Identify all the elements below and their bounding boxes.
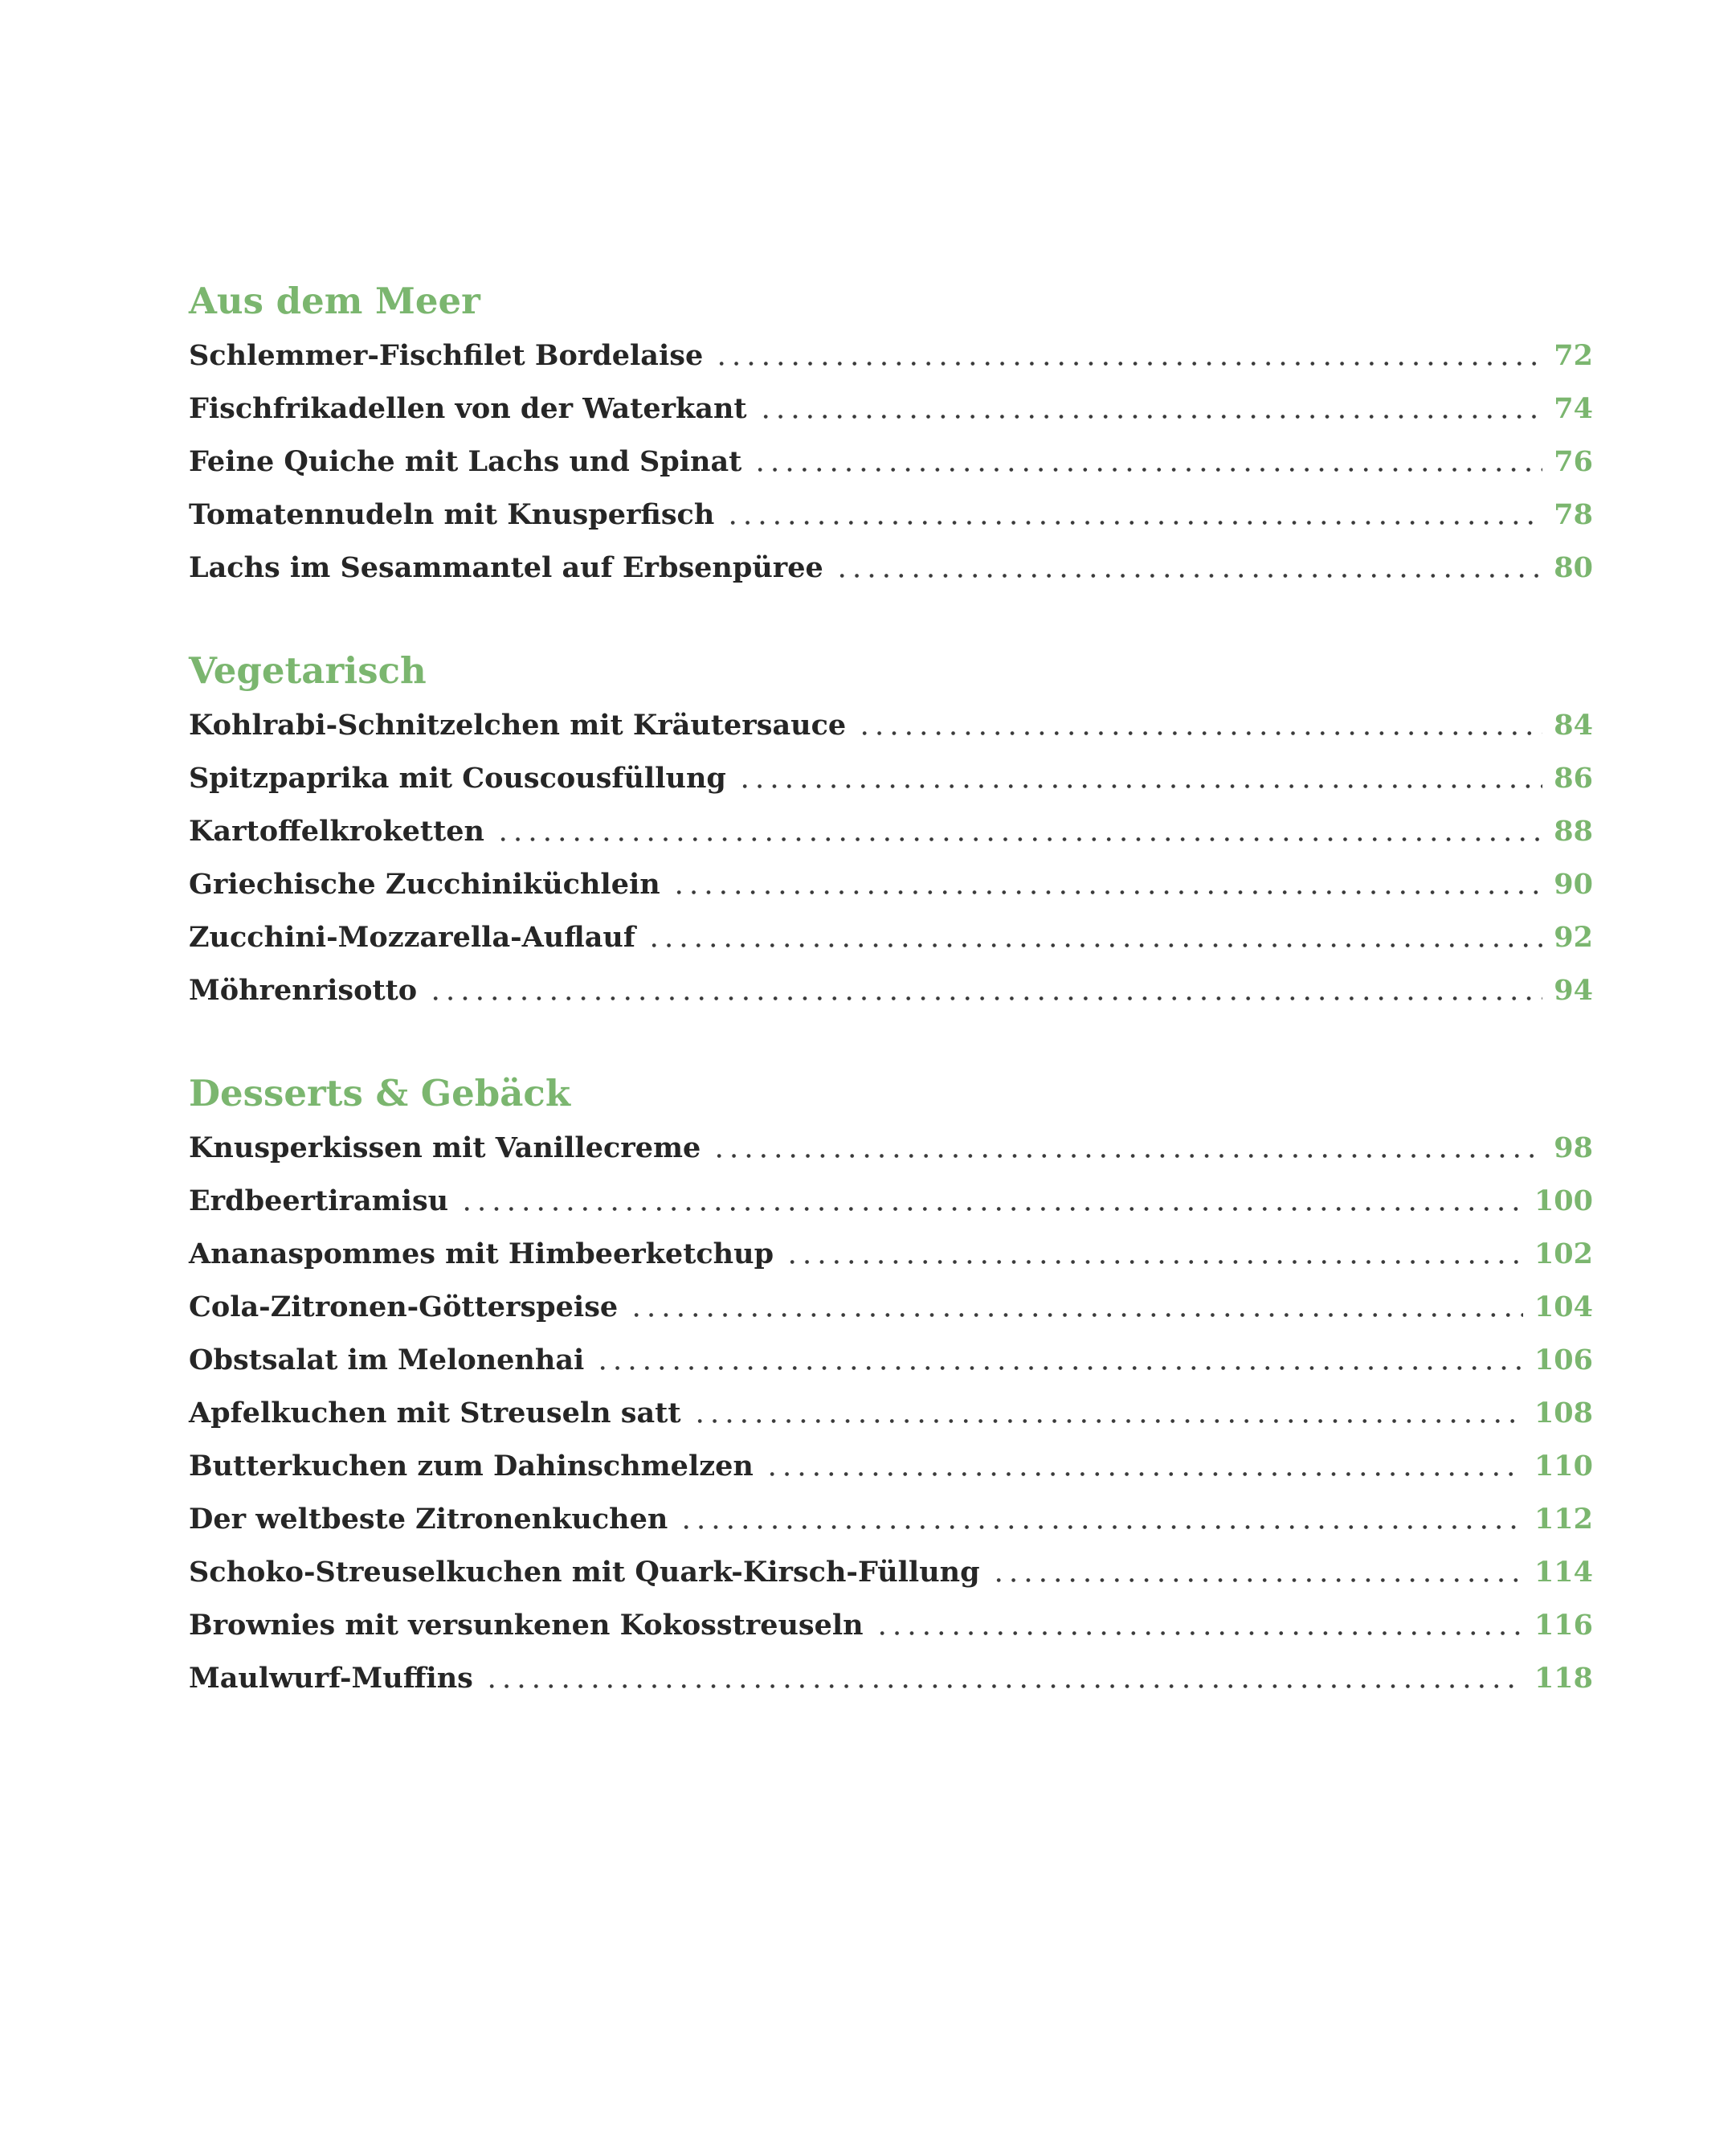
entry-title: Griechische Zucchiniküchlein — [189, 868, 660, 901]
page-number: 102 — [1534, 1237, 1593, 1270]
page-number: 86 — [1554, 762, 1593, 795]
toc-section — [189, 1065, 1593, 1705]
toc-entry[interactable] — [189, 858, 1593, 911]
entry-title: Tomatennudeln mit Knusperfisch — [189, 498, 715, 531]
entry-title: Erdbeertiramisu — [189, 1184, 449, 1217]
toc-entry[interactable] — [189, 964, 1593, 1017]
toc-entry[interactable] — [189, 489, 1593, 542]
toc-section — [189, 273, 1593, 595]
entry-title: Der weltbeste Zitronenkuchen — [189, 1503, 668, 1536]
dot-leader — [629, 1313, 1523, 1317]
entry-title: Möhrenrisotto — [189, 974, 418, 1007]
dot-leader — [428, 996, 1542, 1000]
entry-title: Feine Quiche mit Lachs und Spinat — [189, 445, 742, 478]
entry-title: Fischfrikadellen von der Waterkant — [189, 392, 747, 425]
entry-title: Zucchini-Mozzarella-Auflauf — [189, 921, 635, 954]
section-title: Desserts & Gebäck — [189, 1072, 571, 1115]
dot-leader — [785, 1260, 1523, 1264]
toc-entry[interactable] — [189, 1387, 1593, 1440]
toc-entry[interactable] — [189, 382, 1593, 436]
dot-leader — [758, 415, 1543, 419]
page-number: 116 — [1534, 1609, 1593, 1642]
page-number: 80 — [1554, 551, 1593, 584]
dot-leader — [835, 574, 1543, 578]
entry-title: Schlemmer-Fischfilet Bordelaise — [189, 339, 704, 372]
dot-leader — [714, 362, 1542, 366]
entry-title: Kartoffelkroketten — [189, 815, 484, 848]
toc-entry[interactable] — [189, 1493, 1593, 1546]
page-number: 72 — [1554, 339, 1593, 372]
toc-entry[interactable] — [189, 329, 1593, 382]
dot-leader — [765, 1472, 1523, 1476]
page-number: 84 — [1554, 709, 1593, 742]
toc-entry[interactable] — [189, 436, 1593, 489]
page-number: 76 — [1554, 445, 1593, 478]
page-number: 108 — [1534, 1397, 1593, 1429]
page-number: 88 — [1554, 815, 1593, 848]
page-number: 74 — [1554, 392, 1593, 425]
toc-entry[interactable] — [189, 1122, 1593, 1175]
page-number: 92 — [1554, 921, 1593, 954]
page-number: 114 — [1534, 1556, 1593, 1589]
dot-leader — [647, 943, 1542, 947]
toc-entry[interactable] — [189, 1440, 1593, 1493]
dot-leader — [679, 1525, 1523, 1529]
dot-leader — [460, 1207, 1523, 1211]
entry-title: Lachs im Sesammantel auf Erbsenpüree — [189, 551, 823, 584]
entry-title: Spitzpaprika mit Couscousfüllung — [189, 762, 726, 795]
page-number: 112 — [1534, 1503, 1593, 1536]
table-of-contents — [189, 273, 1593, 1705]
page-number: 110 — [1534, 1450, 1593, 1483]
dot-leader — [496, 837, 1542, 841]
dot-leader — [857, 731, 1542, 735]
page-number: 94 — [1554, 974, 1593, 1007]
toc-entry[interactable] — [189, 911, 1593, 964]
entry-title: Apfelkuchen mit Streuseln satt — [189, 1397, 681, 1429]
toc-entry[interactable] — [189, 1546, 1593, 1599]
page-number: 104 — [1534, 1290, 1593, 1323]
entry-title: Maulwurf-Muffins — [189, 1662, 473, 1695]
page-number: 78 — [1554, 498, 1593, 531]
toc-entry[interactable] — [189, 1175, 1593, 1228]
entry-title: Obstsalat im Melonenhai — [189, 1344, 585, 1376]
dot-leader — [737, 784, 1542, 788]
toc-entry[interactable] — [189, 805, 1593, 858]
dot-leader — [712, 1154, 1542, 1158]
toc-entry[interactable] — [189, 542, 1593, 595]
entry-title: Ananaspommes mit Himbeerketchup — [189, 1237, 774, 1270]
toc-entry[interactable] — [189, 1599, 1593, 1652]
entry-title: Schoko-Streuselkuchen mit Quark-Kirsch-Füllung — [189, 1556, 980, 1589]
page-number: 106 — [1534, 1344, 1593, 1376]
page-number: 100 — [1534, 1184, 1593, 1217]
toc-entry[interactable] — [189, 1334, 1593, 1387]
dot-leader — [672, 890, 1543, 894]
entry-title: Brownies mit versunkenen Kokosstreuseln — [189, 1609, 864, 1642]
toc-entry[interactable] — [189, 1281, 1593, 1334]
dot-leader — [692, 1419, 1523, 1423]
dot-leader — [991, 1578, 1523, 1582]
section-title: Aus dem Meer — [189, 280, 480, 322]
section-title: Vegetarisch — [189, 649, 427, 692]
page-number: 118 — [1534, 1662, 1593, 1695]
dot-leader — [753, 468, 1542, 472]
toc-entry[interactable] — [189, 699, 1593, 752]
toc-entry[interactable] — [189, 1652, 1593, 1705]
dot-leader — [595, 1366, 1523, 1370]
entry-title: Butterkuchen zum Dahinschmelzen — [189, 1450, 754, 1483]
page-number: 90 — [1554, 868, 1593, 901]
entry-title: Knusperkissen mit Vanillecreme — [189, 1131, 701, 1164]
entry-title: Cola-Zitronen-Götterspeise — [189, 1290, 619, 1323]
page-number: 98 — [1554, 1131, 1593, 1164]
entry-title: Kohlrabi-Schnitzelchen mit Kräutersauce — [189, 709, 847, 742]
toc-entry[interactable] — [189, 1228, 1593, 1281]
dot-leader — [484, 1684, 1523, 1688]
dot-leader — [875, 1631, 1523, 1635]
toc-entry[interactable] — [189, 752, 1593, 805]
toc-section — [189, 643, 1593, 1017]
dot-leader — [725, 521, 1542, 525]
